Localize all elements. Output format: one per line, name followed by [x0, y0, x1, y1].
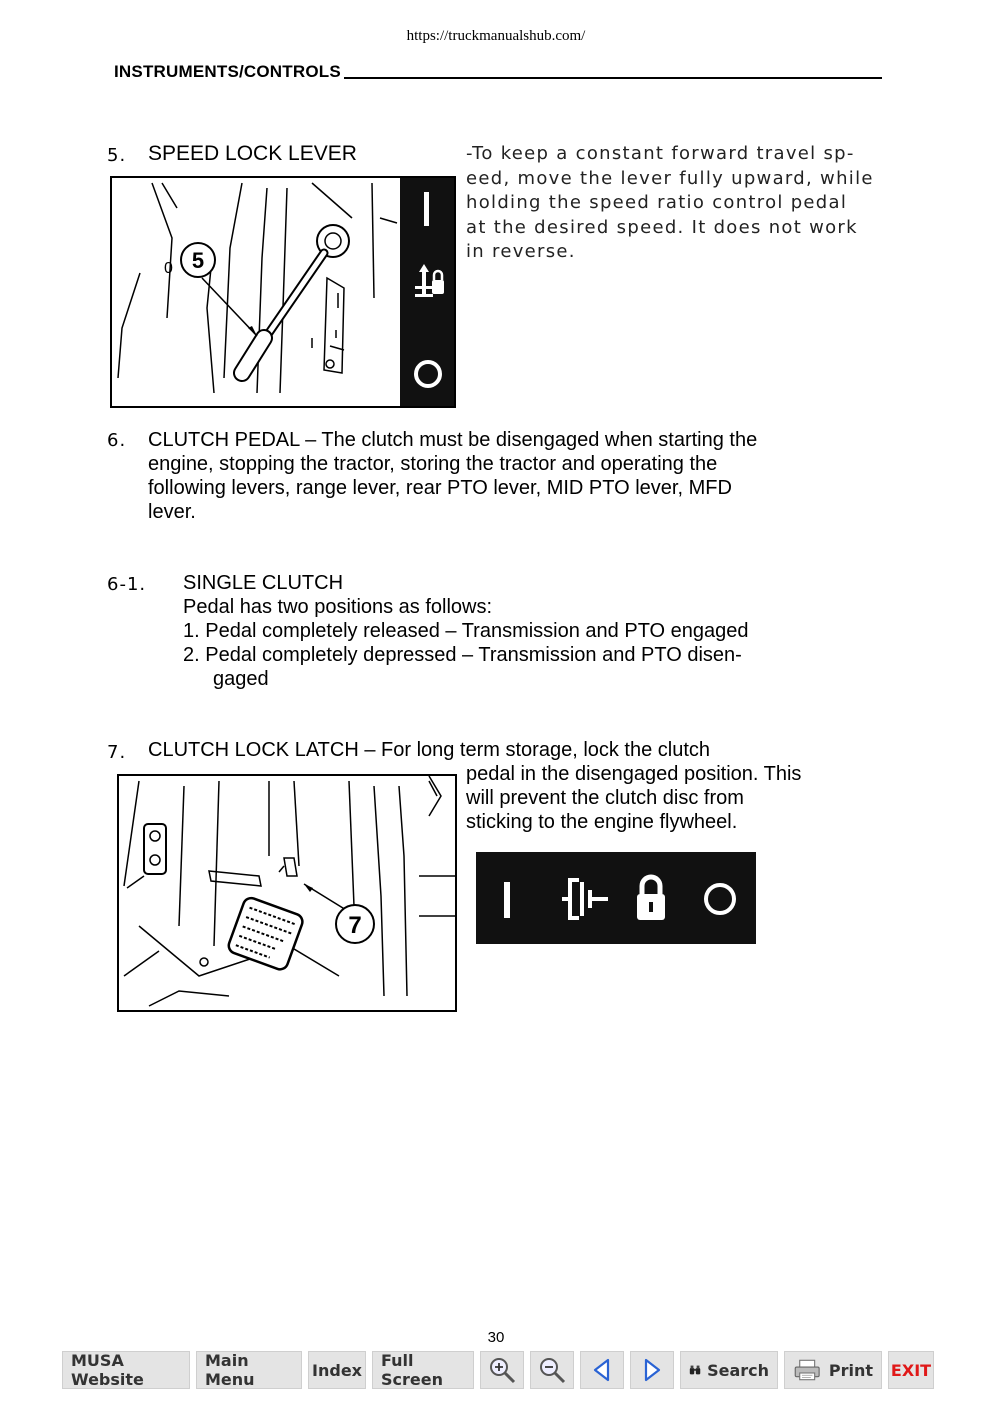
- zoom-out-icon: [537, 1355, 567, 1385]
- item6-number: 6.: [107, 430, 127, 451]
- prev-page-icon: [590, 1357, 614, 1383]
- item7-number: 7.: [107, 742, 127, 763]
- speed-lock-lever-illustration: [112, 178, 454, 406]
- item5-line: eed, move the lever fully upward, while: [466, 167, 874, 189]
- item61-point-1: 1. Pedal completely released – Transmission and PTO engaged: [183, 620, 749, 642]
- item61-title: SINGLE CLUTCH: [183, 572, 344, 594]
- item5-line: holding the speed ratio control pedal: [466, 192, 848, 213]
- search-label: Search: [707, 1360, 769, 1380]
- item5-description: [466, 142, 878, 265]
- item5-title: SPEED LOCK LEVER: [148, 142, 357, 165]
- exit-button[interactable]: EXIT: [888, 1351, 934, 1389]
- item61-point-2: 2. Pedal completely depressed – Transmission and PTO disen-: [183, 644, 742, 666]
- binoculars-icon: [689, 1357, 701, 1383]
- item5-line: in reverse.: [466, 241, 576, 262]
- item6-line: lever.: [148, 501, 196, 523]
- item7-line: sticking to the engine flywheel.: [466, 811, 738, 833]
- item61-point-2-cont: gaged: [213, 668, 269, 690]
- section-header: [114, 60, 882, 82]
- zoom-in-icon: [487, 1355, 517, 1385]
- item7-first-line: CLUTCH LOCK LATCH – For long term storage, lock the clutch: [148, 739, 711, 761]
- source-url: https://truckmanualshub.com/: [406, 28, 586, 44]
- item5-line: -To keep a constant forward travel sp-: [466, 143, 855, 164]
- clutch-lock-latch-figure: [117, 774, 457, 1012]
- item5-number: 5.: [107, 145, 127, 166]
- clutch-lock-latch-illustration: [119, 776, 455, 1010]
- item7-callout: 7: [348, 912, 362, 939]
- print-button[interactable]: [784, 1351, 882, 1389]
- svg-text:0: 0: [164, 260, 173, 277]
- page-number: 30: [487, 1329, 505, 1346]
- item61-number: 6-1.: [107, 574, 147, 595]
- musa-website-button[interactable]: MUSA Website: [62, 1351, 190, 1389]
- clutch-icon: [562, 880, 608, 918]
- zoom-out-button[interactable]: [530, 1351, 574, 1389]
- item7-line: will prevent the clutch disc from: [466, 787, 744, 809]
- section-rule: [344, 77, 882, 79]
- section-title: INSTRUMENTS/CONTROLS: [114, 62, 341, 81]
- item6-line: engine, stopping the tractor, storing the tractor and operating the: [148, 453, 718, 475]
- printer-icon: [793, 1355, 823, 1385]
- main-menu-button[interactable]: Main Menu: [196, 1351, 302, 1389]
- print-label: Print: [828, 1360, 873, 1380]
- lock-icon: [637, 877, 665, 920]
- full-screen-button[interactable]: Full Screen: [372, 1351, 474, 1389]
- item7-description: [466, 762, 880, 834]
- index-button[interactable]: Index: [308, 1351, 366, 1389]
- zoom-in-button[interactable]: [480, 1351, 524, 1389]
- next-page-button[interactable]: [630, 1351, 674, 1389]
- navigation-toolbar: [62, 1351, 934, 1389]
- next-page-icon: [640, 1357, 664, 1383]
- item5-line: at the desired speed. It does not work: [466, 216, 858, 238]
- item6-text: [148, 428, 880, 524]
- speed-lock-lever-figure: [110, 176, 456, 408]
- previous-page-button[interactable]: [580, 1351, 624, 1389]
- search-button[interactable]: [680, 1351, 778, 1389]
- item6-line: following levers, range lever, rear PTO lever, MID PTO lever, MFD: [148, 477, 732, 499]
- item6-line: CLUTCH PEDAL – The clutch must be disengaged when starting the: [148, 429, 758, 451]
- clutch-lock-symbols: [476, 852, 756, 944]
- item61-intro: Pedal has two positions as follows:: [183, 596, 493, 618]
- item5-callout: 5: [191, 248, 205, 273]
- item7-line: pedal in the disengaged position. This: [466, 763, 802, 785]
